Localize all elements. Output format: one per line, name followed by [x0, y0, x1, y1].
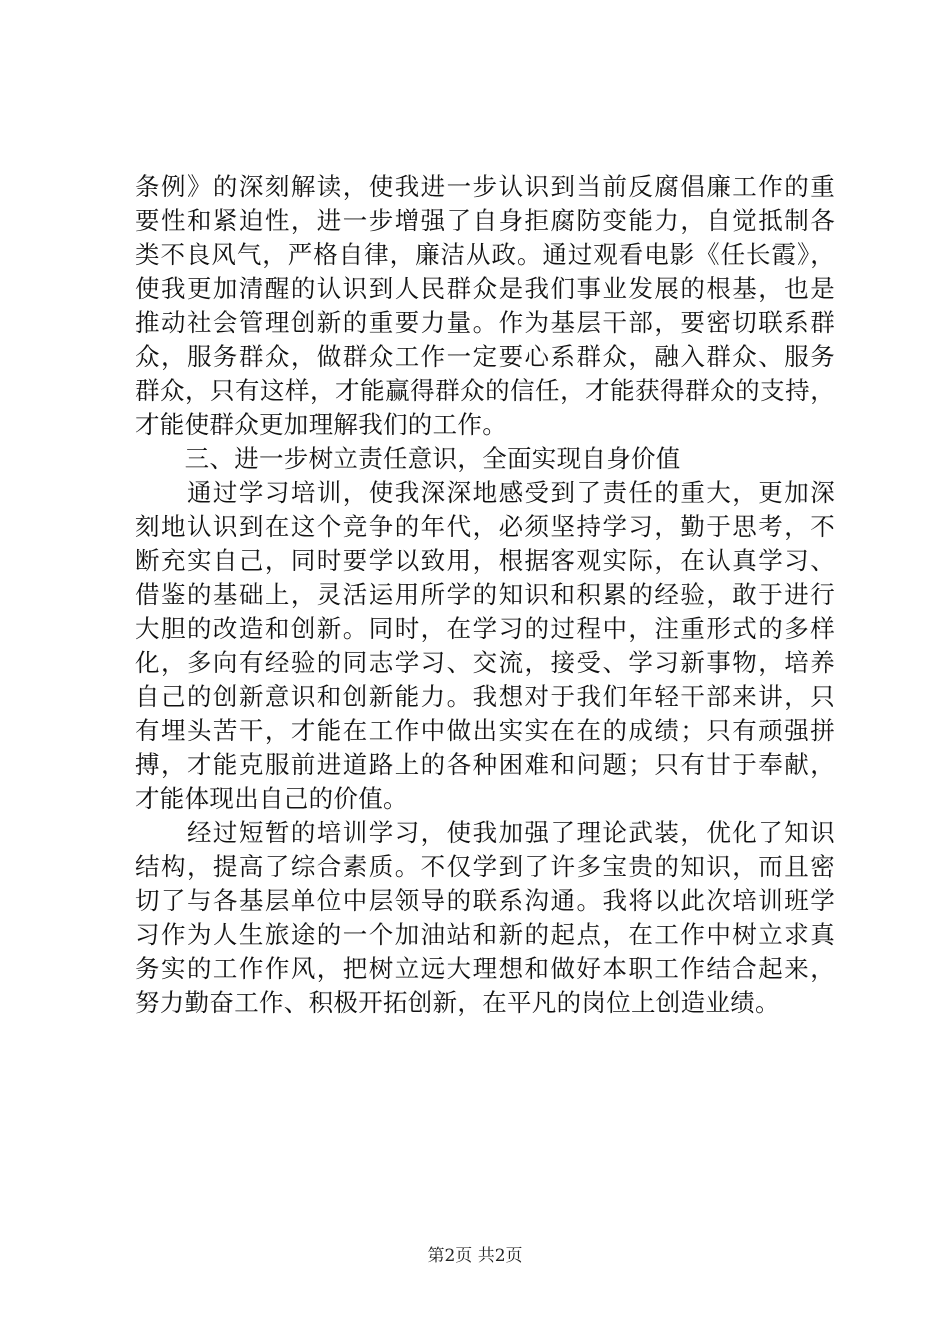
text-line: 众，服务群众，做群众工作一定要心系群众，融入群众、服务 — [135, 342, 835, 371]
page-number-footer: 第2页 共2页 — [427, 1246, 523, 1266]
text-line: 习作为人生旅途的一个加油站和新的起点，在工作中树立求真 — [135, 920, 835, 949]
text-line: 类不良风气，严格自律，廉洁从政。通过观看电影《任长霞》， — [135, 240, 835, 269]
text-line: 大胆的改造和创新。同时，在学习的过程中，注重形式的多样 — [135, 614, 835, 643]
text-line: 使我更加清醒的认识到人民群众是我们事业发展的根基，也是 — [135, 274, 835, 303]
text-line: 才能体现出自己的价值。 — [135, 784, 408, 813]
text-line: 断充实自己，同时要学以致用，根据客观实际，在认真学习、 — [135, 546, 835, 575]
text-line: 努力勤奋工作、积极开拓创新，在平凡的岗位上创造业绩。 — [135, 988, 780, 1017]
text-line: 结构，提高了综合素质。不仅学到了许多宝贵的知识，而且密 — [135, 852, 835, 881]
text-line: 通过学习培训，使我深深地感受到了责任的重大，更加深 — [135, 478, 835, 507]
text-line: 推动社会管理创新的重要力量。作为基层干部，要密切联系群 — [135, 308, 835, 337]
text-line: 切了与各基层单位中层领导的联系沟通。我将以此次培训班学 — [135, 886, 835, 915]
text-line: 条例》的深刻解读，使我进一步认识到当前反腐倡廉工作的重 — [135, 172, 835, 201]
text-line: 自己的创新意识和创新能力。我想对于我们年轻干部来讲，只 — [135, 682, 835, 711]
text-line: 群众，只有这样，才能赢得群众的信任，才能获得群众的支持， — [135, 376, 835, 405]
text-line: 务实的工作作风，把树立远大理想和做好本职工作结合起来， — [135, 954, 835, 983]
text-line: 才能使群众更加理解我们的工作。 — [135, 410, 507, 439]
text-line: 搏，才能克服前进道路上的各种困难和问题；只有甘于奉献， — [135, 750, 835, 779]
body-text — [135, 170, 835, 1020]
text-line: 借鉴的基础上，灵活运用所学的知识和积累的经验，敢于进行 — [135, 580, 835, 609]
text-line: 要性和紧迫性，进一步增强了自身拒腐防变能力，自觉抵制各 — [135, 206, 835, 235]
section-heading: 三、进一步树立责任意识，全面实现自身价值 — [135, 444, 681, 473]
text-line: 刻地认识到在这个竞争的年代，必须坚持学习，勤于思考，不 — [135, 512, 835, 541]
text-line: 经过短暂的培训学习，使我加强了理论武装，优化了知识 — [135, 818, 835, 847]
text-line: 化，多向有经验的同志学习、交流，接受、学习新事物，培养 — [135, 648, 835, 677]
text-line: 有埋头苦干，才能在工作中做出实实在在的成绩；只有顽强拼 — [135, 716, 835, 745]
